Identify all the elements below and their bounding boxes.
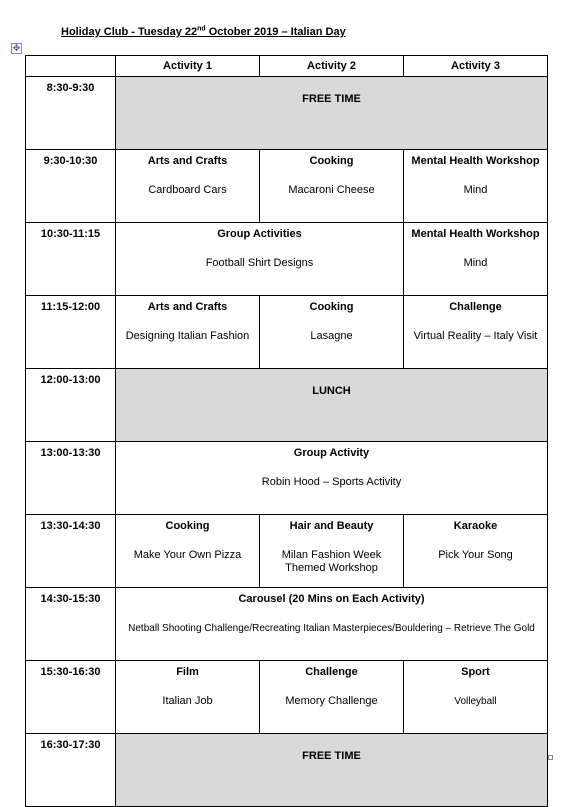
activity-heading: Mental Health Workshop — [411, 155, 540, 167]
activity-detail: Macaroni Cheese — [288, 184, 375, 196]
activity-cell — [116, 588, 548, 661]
time-cell: 16:30-17:30 — [26, 734, 116, 807]
activity-cell — [116, 661, 260, 734]
activity-cell — [260, 150, 404, 223]
activity-cell — [116, 296, 260, 369]
activity-detail: Netball Shooting Challenge/Recreating Italian Masterpieces/Bouldering – Retrieve The Gold — [128, 623, 535, 634]
activity-cell — [404, 515, 548, 588]
time-cell: 8:30-9:30 — [26, 77, 116, 150]
activity-heading: Challenge — [305, 666, 358, 678]
activity-heading: Arts and Crafts — [147, 155, 228, 167]
header-row — [26, 56, 548, 77]
activity-detail: Robin Hood – Sports Activity — [261, 476, 402, 488]
header-activity-2: Activity 2 — [260, 56, 404, 77]
lunch-banner — [116, 369, 548, 442]
time-cell: 14:30-15:30 — [26, 588, 116, 661]
time-cell: 15:30-16:30 — [26, 661, 116, 734]
activity-detail: Mind — [463, 184, 488, 196]
banner-label: FREE TIME — [302, 93, 361, 105]
table-row — [26, 150, 548, 223]
activity-heading: Sport — [461, 666, 490, 678]
table-row — [26, 661, 548, 734]
activity-detail: Pick Your Song — [438, 549, 513, 561]
time-cell: 10:30-11:15 — [26, 223, 116, 296]
activity-detail: Make Your Own Pizza — [133, 549, 242, 561]
title-text-rest: October 2019 – Italian Day — [205, 26, 346, 38]
resize-handle[interactable] — [548, 755, 553, 760]
activity-detail: Lasagne — [310, 330, 353, 342]
activity-cell — [116, 150, 260, 223]
activity-heading: Carousel (20 Mins on Each Activity) — [238, 593, 425, 605]
activity-heading: Cooking — [309, 155, 354, 167]
title-text: Holiday Club - Tuesday 22 — [61, 26, 198, 38]
activity-detail: Volleyball — [454, 696, 497, 707]
activity-detail: Designing Italian Fashion — [125, 330, 250, 342]
table-row — [26, 442, 548, 515]
table-row — [26, 369, 548, 442]
activity-detail: Milan Fashion Week Themed Workshop — [281, 549, 382, 574]
activity-detail: Italian Job — [162, 695, 213, 707]
activity-heading: Group Activity — [293, 447, 370, 459]
activity-cell — [404, 296, 548, 369]
activity-detail: Virtual Reality – Italy Visit — [413, 330, 538, 342]
activity-cell — [404, 150, 548, 223]
header-activity-1: Activity 1 — [116, 56, 260, 77]
time-cell: 11:15-12:00 — [26, 296, 116, 369]
time-cell: 9:30-10:30 — [26, 150, 116, 223]
table-row — [26, 515, 548, 588]
activity-detail: Cardboard Cars — [148, 184, 227, 196]
header-activity-3: Activity 3 — [404, 56, 548, 77]
activity-heading: Mental Health Workshop — [411, 228, 540, 240]
header-time-cell — [26, 56, 116, 77]
activity-cell — [404, 661, 548, 734]
activity-heading: Cooking — [309, 301, 354, 313]
activity-detail: Football Shirt Designs — [205, 257, 314, 269]
schedule-table — [25, 55, 548, 807]
page-title — [61, 26, 346, 38]
activity-cell — [116, 515, 260, 588]
activity-cell — [260, 296, 404, 369]
activity-detail: Mind — [463, 257, 488, 269]
activity-detail: Memory Challenge — [285, 695, 378, 707]
activity-cell — [116, 442, 548, 515]
time-cell: 13:00-13:30 — [26, 442, 116, 515]
table-row — [26, 77, 548, 150]
title-superscript: nd — [197, 25, 206, 33]
activity-heading: Hair and Beauty — [289, 520, 374, 532]
activity-heading: Karaoke — [453, 520, 498, 532]
activity-heading: Film — [176, 666, 199, 678]
banner-label: LUNCH — [312, 385, 351, 397]
activity-heading: Arts and Crafts — [147, 301, 228, 313]
table-row — [26, 588, 548, 661]
activity-cell — [404, 223, 548, 296]
free-time-banner — [116, 77, 548, 150]
table-row — [26, 296, 548, 369]
free-time-banner — [116, 734, 548, 807]
banner-label: FREE TIME — [302, 750, 361, 762]
table-row — [26, 223, 548, 296]
activity-heading: Cooking — [165, 520, 210, 532]
table-row — [26, 734, 548, 807]
activity-cell — [116, 223, 404, 296]
activity-cell — [260, 661, 404, 734]
activity-heading: Group Activities — [217, 228, 302, 240]
time-cell: 12:00-13:00 — [26, 369, 116, 442]
activity-cell — [260, 515, 404, 588]
activity-heading: Challenge — [449, 301, 502, 313]
time-cell: 13:30-14:30 — [26, 515, 116, 588]
move-icon[interactable]: ✥ — [12, 43, 21, 53]
